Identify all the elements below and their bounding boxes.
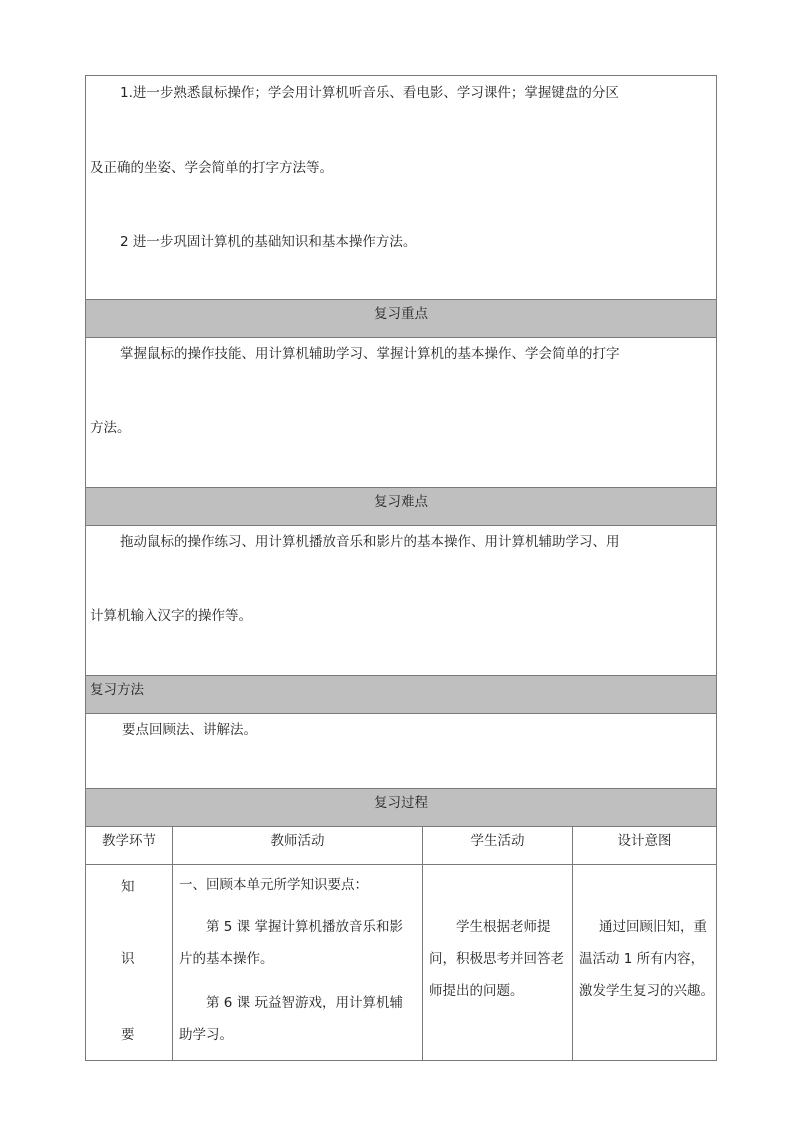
method-text: 要点回顾法、讲解法。 — [122, 722, 257, 738]
method-cell — [86, 714, 717, 789]
method-header: 复习方法 — [86, 676, 717, 714]
difficulties-line-1: 拖动鼠标的操作练习、用计算机播放音乐和影片的基本操作、用计算机辅助学习、用 — [120, 534, 620, 550]
difficulties-line-2: 计算机输入汉字的操作等。 — [90, 608, 252, 624]
student-activity-cell — [423, 865, 573, 1061]
objectives-cell — [86, 76, 717, 300]
lesson-plan-table — [85, 75, 717, 1061]
design-intent-cell — [573, 865, 717, 1061]
design-line-2: 温活动 1 所有内容， — [579, 951, 705, 967]
design-line-3: 激发学生复习的兴趣。 — [579, 983, 714, 999]
column-header-stage: 教学环节 — [86, 827, 173, 865]
teacher-line-4: 第 6 课 玩益智游戏，用计算机辅 — [206, 995, 403, 1011]
stage-char-1: 知 — [121, 879, 135, 895]
lesson-plan-page — [85, 75, 716, 1061]
column-header-teacher: 教师活动 — [173, 827, 423, 865]
objective-line-1: 1.进一步熟悉鼠标操作；学会用计算机听音乐、看电影、学习课件；掌握键盘的分区 — [120, 85, 619, 101]
objective-line-3: 2 进一步巩固计算机的基础知识和基本操作方法。 — [120, 234, 417, 250]
key-points-line-1: 掌握鼠标的操作技能、用计算机辅助学习、掌握计算机的基本操作、学会简单的打字 — [120, 346, 620, 362]
difficulties-cell — [86, 526, 717, 676]
stage-char-3: 要 — [121, 1027, 135, 1043]
objective-line-2: 及正确的坐姿、学会简单的打字方法等。 — [90, 160, 333, 176]
teacher-line-2: 第 5 课 掌握计算机播放音乐和影 — [206, 919, 403, 935]
teacher-line-3: 片的基本操作。 — [179, 951, 274, 967]
key-points-header: 复习重点 — [86, 300, 717, 338]
student-line-2: 问，积极思考并回答老 — [429, 951, 564, 967]
process-header: 复习过程 — [86, 789, 717, 827]
teacher-line-5: 助学习。 — [179, 1027, 233, 1043]
difficulties-header: 复习难点 — [86, 488, 717, 526]
stage-cell — [86, 865, 173, 1061]
teacher-activity-cell — [173, 865, 423, 1061]
stage-char-2: 识 — [121, 951, 135, 967]
teacher-line-1: 一、回顾本单元所学知识要点： — [179, 877, 368, 893]
student-line-1: 学生根据老师提 — [456, 919, 551, 935]
column-header-student: 学生活动 — [423, 827, 573, 865]
key-points-cell — [86, 338, 717, 488]
design-line-1: 通过回顾旧知，重 — [599, 919, 707, 935]
column-header-design: 设计意图 — [573, 827, 717, 865]
student-line-3: 师提出的问题。 — [429, 983, 524, 999]
key-points-line-2: 方法。 — [90, 420, 131, 436]
